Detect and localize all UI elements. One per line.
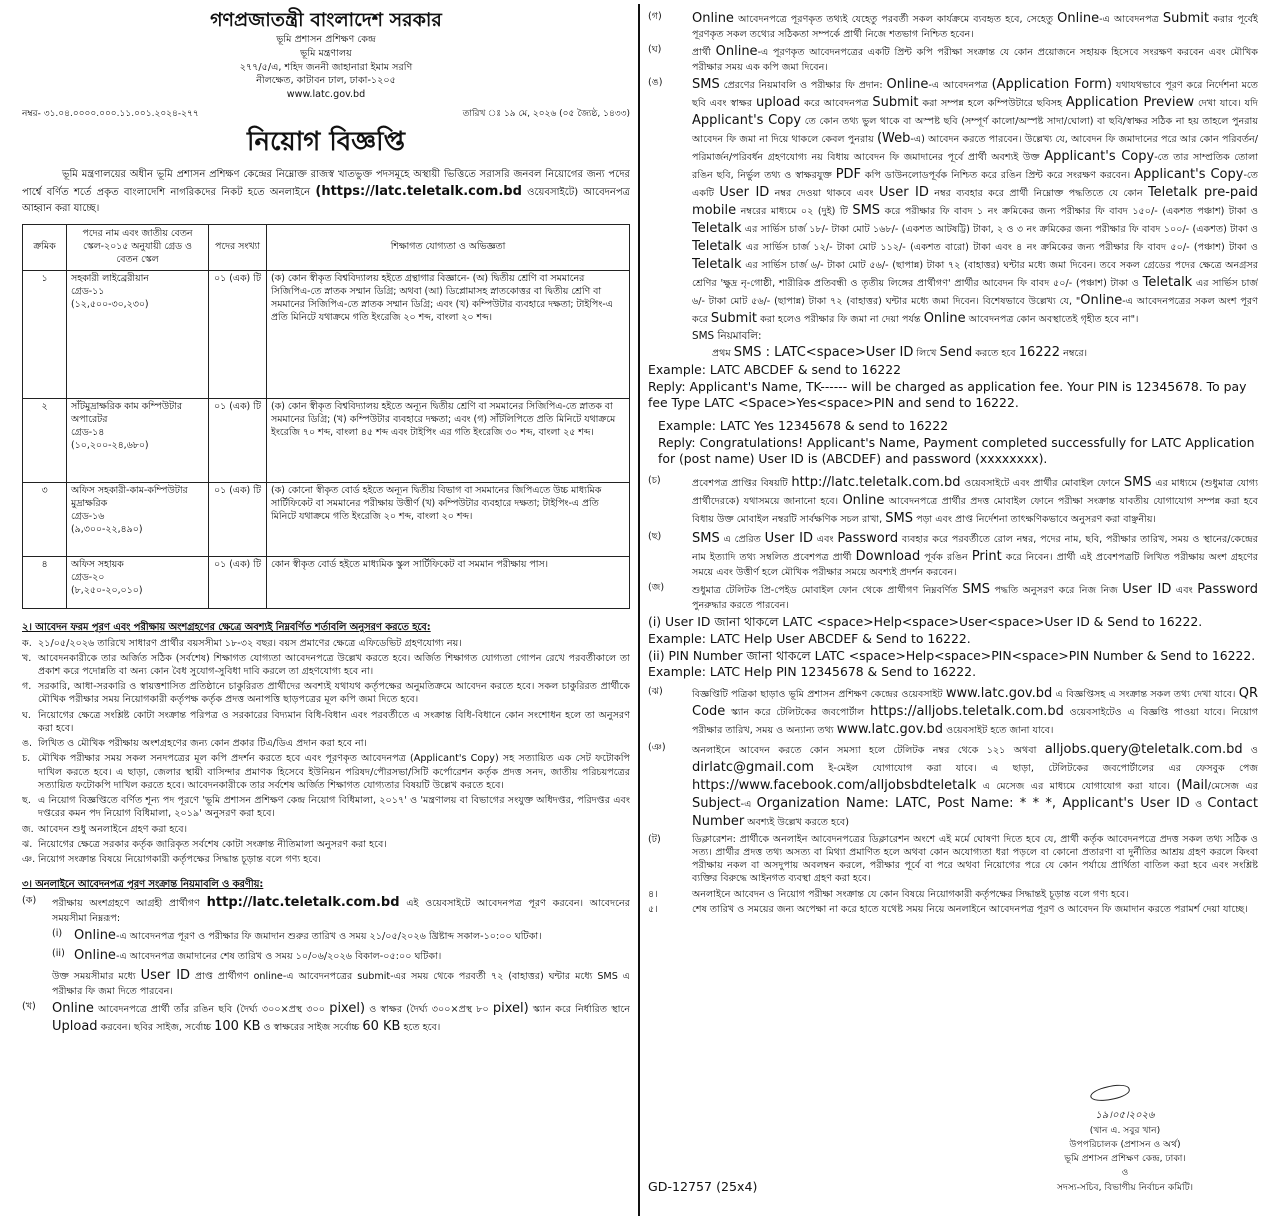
text-span: পদ্ধতি অনুসরণ করে নিজ নিজ <box>989 585 1123 597</box>
row-qualification: (ক) কোন স্বীকৃত বিশ্ববিদ্যালয় হইতে গ্রন্থাগার বিজ্ঞানে- (অ) দ্বিতীয় শ্রেণি বা সমমানের সিজিপিএ-তে স্নাতক সম্মান ডিগ্রি; অথবা (আ) ডিপ্লোমাসহ স্নাতকোত্তর বা দ্বিতীয় শ্রেণি বা সমমানের সিজিপিএ-তে স্নাতক সম্মান ডিগ্রি; এবং (খ) কম্পিউটার ব্যবহারে দক্ষতা; টাইপিং-এ প্রতি মিনিটে যথাক্রমে গতি ইংরেজি ২০ শব্দ, বাংলা ২০ শব্দ। <box>267 271 630 399</box>
post-scale: (১০,২০০-২৪,৬৮০) <box>71 439 149 451</box>
text-span: এর সার্ভিস চার্জ ৬/- টাকা মোট ৫৬/- (ছাপান্ন) টাকা ৭২ (বাহাত্তর) ঘন্টার মধ্যে জমা দিবেন। বিশেষভাবে উল্লেখ্য যে, " <box>692 277 1258 307</box>
text-span: কপি ডাউনলোডপূর্বক নিশ্চিত করে রঙিন প্রিন্ট করে সংরক্ষণ করবেন। <box>861 170 1135 182</box>
item-text <box>74 947 630 965</box>
col-serial: ক্রমিক <box>23 225 67 271</box>
list-item <box>52 947 630 965</box>
text-span: ও স্বাক্ষরের সাইজ সর্বোচ্চ <box>260 1021 363 1033</box>
text-span: এ মেসেজ এর মাধ্যমে যোগাযোগ করা যাবে। <box>976 780 1177 792</box>
text-span[interactable]: www.latc.gov.bd <box>836 722 944 738</box>
text-span: 16222 <box>1018 344 1061 360</box>
item-marker: ঝ. <box>22 838 33 850</box>
item-marker: (ঙ) <box>648 77 663 89</box>
text-span: -এ আবেদনপত্র জমাদানের শেষ তারিখ ও সময় ১০/০৬/২০২৬ বিকাল-০৫:০০ ঘটিকা। <box>115 950 442 962</box>
list-item <box>648 76 1258 327</box>
right-column <box>648 0 1258 1222</box>
item-text <box>52 967 630 998</box>
text-span: পরীক্ষায় অংশগ্রহণে আগ্রহী প্রার্থীগণ <box>52 897 207 909</box>
list-item <box>52 927 630 945</box>
text-span: User ID <box>719 184 770 200</box>
sms-heading: SMS নিয়মাবলি: <box>692 330 762 343</box>
list-item <box>22 652 630 678</box>
list-item <box>648 474 1258 528</box>
text-span: ওয়েবসাইট হতে জানা যাবে। <box>943 725 1054 737</box>
sms-reply-1: Reply: Applicant's Name, TK------ will be charged as application fee. Your PIN is 12345678. To pay fee Type LATC <Space>Yes<space>PIN and send to 16222. <box>648 378 1247 411</box>
text-span: Online <box>842 493 885 509</box>
item-text: সরকারি, আধা-সরকারি ও স্বায়ত্তশাসিত প্রতিষ্ঠানে চাকুরিরত প্রার্থীদের অবশ্যই যথাযথ কর্তৃপক্ষের অনুমতিক্রমে আবেদন করতে হবে। সকল চাকুরিরত প্রার্থীকে মৌখিক পরীক্ষার সময় নিয়োগকারী কর্তৃপক্ষ কর্তৃক প্রদত্ত অনাপত্তি ছাড়পত্রের মূল কপি জমা দিতে হবে। <box>38 681 630 706</box>
text-span: শুধুমাত্র টেলিটক প্রি-পেইড মোবাইল ফোন থেকে প্রার্থীগণ নিম্নবর্ণিত <box>692 585 963 597</box>
list-item <box>648 685 1258 739</box>
item-text: মৌখিক পরীক্ষার সময় সকল সনদপত্রের মূল কপি প্রদর্শন করতে হবে এবং পূরণকৃত আবেদনপত্র (Applicant's Copy) সহ সত্যায়িত এক সেট ফটোকপি দাখিল করতে হবে। এ ছাড়া, জেলার স্থায়ী বাসিন্দার প্রমাণক হিসেবে ইউনিয়ন পরিষদ/পৌরসভা/সিটি কর্পোরেশন কর্তৃক প্রদত্ত সনদ, জাতীয় পরিচয়পত্রের সত্যায়িত ফটোকপি দাখিল করতে হবে। আবেদনকারীকে তার সর্বশেষ অর্জিত শিক্ষাগত যোগ্যতার বিষয়টি উল্লেখ করতে হবে। <box>38 753 630 791</box>
list-item <box>22 752 630 792</box>
government-title: গণপ্রজাতন্ত্রী বাংলাদেশ সরকার <box>210 9 442 31</box>
row-qualification: কোন স্বীকৃত বোর্ড হইতে মাধ্যমিক স্কুল সার্টিফিকেট বা সমমান পরীক্ষায় পাস। <box>267 557 630 609</box>
text-span: Password <box>837 530 899 546</box>
text-span: প্রথম <box>712 347 734 359</box>
post-grade: গ্রেড-১১ <box>71 285 105 297</box>
text-span: Online <box>715 44 758 60</box>
col-qualification: শিক্ষাগত যোগ্যতা ও অভিজ্ঞতা <box>267 225 630 271</box>
item-marker: চ. <box>22 753 31 765</box>
row-serial: ১ <box>23 271 67 399</box>
text-span[interactable]: http://latc.teletalk.com.bd <box>791 475 961 491</box>
text-span: করা হলেও পরীক্ষার ফি জমা না দেয়া পর্যন্ত <box>757 313 924 325</box>
section-2-title: ২। আবেদন ফরম পূরণ এবং পরীক্ষায় অংশগ্রহণের ক্ষেত্রে অবশ্যই নিম্নবর্ণিত শর্তাবলি অনুসরণ করতে হবে: <box>22 622 431 633</box>
item-text: এ নিয়োগ বিজ্ঞপ্তিতে বর্ণিত শূন্য পদ পূরণে 'ভূমি প্রশাসন প্রশিক্ষণ কেন্দ্র নিয়োগ বিধিমালা, ২০১৭' ও 'মন্ত্রণালয় বা বিভাগের সংযুক্ত অধিদপ্তর, পরিদপ্তর এবং দপ্তরের কমন পদ নিয়োগ বিধিমালা, ২০১৯' অনুসরণ করা হবে। <box>38 795 630 820</box>
text-span: তে কোন তথ্য ভুল থাকে বা অস্পষ্ট ছবি (সম্পূর্ণ কালো/অস্পষ্ট সাদা/ঘোলা) বা ছবি/স্বাক্ষর সঠিক না হয় তাহলে পুনরায় আবেদন ফি জমা না দিয়ে থাকলে কেবল পুনরায় <box>692 116 1258 146</box>
row-serial: ২ <box>23 399 67 483</box>
item-marker: (ছ) <box>648 530 662 542</box>
text-span: করে আবেদনপত্র <box>800 98 873 110</box>
list-item <box>22 838 630 851</box>
table-row <box>23 271 630 399</box>
list-item <box>22 853 630 866</box>
text-span: করতে হবে <box>972 347 1019 359</box>
signatory-name: (খান এ. সবুর খান) <box>1089 1124 1161 1136</box>
text-span: SMS : LATC<space>User ID <box>733 344 914 360</box>
text-span: 60 KB <box>362 1018 401 1034</box>
item-text: আবেদনকারীকে তার অর্জিত সঠিক (সর্বশেষ) শিক্ষাগত যোগ্যতা আবেদনপত্রে উল্লেখ করতে হবে। অর্জিত শিক্ষাগত যোগ্যতা গোপন রেখে পরবর্তীকালে তা প্রকাশ করে পদোন্নতি বা অন্য কোন বৈধ সুযোগ-সুবিধা দাবি করলে তা গ্রহণযোগ্য হবে না। <box>38 652 630 677</box>
text-span: SMS <box>1123 475 1152 491</box>
text-span: SMS <box>885 511 914 527</box>
recovery-user-id: (i) User ID জানা থাকলে LATC <space>Help<space>User<space>User ID & Send to 16222. <box>648 614 1203 630</box>
text-span: User ID <box>140 967 191 983</box>
post-scale: (৮,২৫০-২০,০১০) <box>71 584 143 596</box>
text-span: Online <box>74 947 116 963</box>
text-span: আবেদনপত্রে প্রার্থীর প্রদত্ত মোবাইল ফোনে পরীক্ষা সংক্রান্ত যাবতীয় যোগাযোগ সম্পন্ন করা হবে বিধায় উক্ত মোবাইল নম্বরটি সার্বক্ষণিক সচল রাখা, <box>692 496 1258 526</box>
row-serial: ৩ <box>23 483 67 557</box>
text-span: নম্বর দেওয়া থাকবে এবং <box>769 187 879 199</box>
item-text: নিয়োগের ক্ষেত্রে সরকার কর্তৃক জারিকৃত সর্বশেষ কোটা সংক্রান্ত নীতিমালা অনুসরণ করা হবে। <box>38 838 387 850</box>
text-span: Online <box>74 927 116 943</box>
text-span: অনলাইনে আবেদন করতে কোন সমস্যা হলে টেলিটক নম্বর থেকে ১২১ অথবা <box>692 745 1045 757</box>
text-span: (Application Form) <box>991 77 1113 93</box>
text-span: এবং <box>1171 585 1198 597</box>
text-span: স্ক্যান করে নির্ধারিত স্থানে <box>528 1004 630 1015</box>
website[interactable]: www.latc.gov.bd <box>286 89 366 101</box>
table-row <box>23 483 630 557</box>
list-item <box>22 894 630 925</box>
text-span: upload <box>755 95 801 111</box>
item-marker: জ. <box>22 823 34 835</box>
text-span: Online <box>923 310 966 326</box>
table-header-row <box>23 225 630 271</box>
post-grade: গ্রেড-১৪ <box>71 426 105 438</box>
item-marker: (খ) <box>22 1001 36 1012</box>
row-post <box>67 483 209 557</box>
list-item <box>22 737 630 750</box>
text-span: করা সম্পন্ন হলে কম্পিউটারে ছবিসহ <box>918 98 1066 110</box>
text-span: Application Preview <box>1065 95 1195 111</box>
text-span: ওয়েবসাইটে এবং প্রার্থীর মোবাইল ফোনে <box>960 478 1124 490</box>
text-span: বিজ্ঞপ্তিটি পত্রিকা ছাড়াও ভূমি প্রশাসন প্রশিক্ষণ কেন্দ্রের ওয়েবসাইট <box>692 689 946 701</box>
text-span: এর সার্ভিস চার্জ ৬/- টাকা মোট ৫৬/- (ছাপান্ন) টাকা ৭২ (বাহাত্তর) ঘন্টার মধ্যে জমা দিবেন। তবে সকল গ্রেডের পদের ক্ষেত্রে অনগ্রসর শ্রেণির 'ক্ষুদ্র নৃ-গোষ্ঠী, শারীরিক প্রতিবন্ধী ও তৃতীয় লিঙ্গের প্রার্থীগণ' প্রার্থীর আবেদন ফি বাবদ ৫০/- (পঞ্চাশ) টাকা ও <box>692 259 1258 289</box>
intro-link[interactable]: (https://latc.teletalk.com.bd <box>315 183 522 199</box>
row-count: ০১ (এক) টি <box>209 557 267 609</box>
intro-tail: ওয়েবসাইটে) আবেদনপত্র আহ্বান করা যাচ্ছে। <box>22 186 630 214</box>
text-span: (Web <box>876 131 911 147</box>
item-marker: (ক) <box>22 894 37 906</box>
sms-first <box>712 344 1258 362</box>
signatory-office: ভূমি প্রশাসন প্রশিক্ষণ কেন্দ্র, ঢাকা। <box>1064 1153 1186 1164</box>
text-span: প্রাপ্ত প্রার্থীগণ online-এ আবেদনপত্রের submit-এর সময় থেকে পরবর্তী ৭২ (বাহাত্তর) ঘন্টার মধ্যে SMS এ পরীক্ষার ফি জমা দিতে পারবেন। <box>52 970 630 997</box>
text-span[interactable]: dirlatc@gmail.com <box>692 759 815 775</box>
text-span: Submit <box>1162 11 1209 26</box>
text-span: Teletalk pre-paid mobile <box>692 184 1258 218</box>
item-text <box>74 927 630 945</box>
text-span: QR Code <box>692 686 1258 720</box>
post-name: সাঁটমুদ্রাক্ষরিক কাম কম্পিউটার অপারেটর <box>71 401 182 425</box>
text-span: উক্ত সময়সীমার মধ্যে <box>52 970 141 982</box>
text-span: -এ) আবেদন করতে পারবেন। উল্লেখ্য যে, আবেদন ফি জমাদানের পরে আর কোন পরিবর্তন/পরিমার্জন/পরিবর্ধন গ্রহণযোগ্য নয় বিধায় আবেদন ফি জমাদানের পূর্বে প্রার্থী অবশ্যই উক্ত <box>692 134 1258 164</box>
text-span: User ID <box>1122 582 1172 598</box>
item-marker: ৪। <box>648 888 658 900</box>
text-span: Online <box>52 1001 94 1016</box>
item-text: নিয়োগের ক্ষেত্রে সংশ্লিষ্ট কোটা সংক্রান্ত পরিপত্র ও সরকারের বিদ্যমান বিধি-বিধান এবং পরবর্তীতে এ সংক্রান্ত বিধি-বিধানে কোন সংশোধন হলে তা অনুসরণ করা হবে। <box>38 709 630 734</box>
text-span: করে পরীক্ষার ফি বাবদ ১ নং ক্রমিকের জন্য পরীক্ষার ফি বাবদ ১৫০/- (একশত পঞ্চাশ) টাকা ও <box>880 205 1258 217</box>
sms-example-2: Example: LATC Yes 12345678 & send to 16222 <box>658 417 949 433</box>
address-line-1: ২৭৭/৫/এ, শহিদ জননী জাহানারা ইমাম সরণি <box>239 61 413 73</box>
row-qualification: (ক) কোনো স্বীকৃত বোর্ড হইতে অন্যূন দ্বিতীয় বিভাগ বা সমমানের জিপিএতে উচ্চ মাধ্যমিক সার্টিফিকেট বা সমমানের পরীক্ষায় উত্তীর্ণ (খ) কম্পিউটার ব্যবহারে দক্ষতা; টাইপিং-এ প্রতি মিনিটে যথাক্রমে গতি ইংরেজি ২০ শব্দ, বাংলা ২০ শব্দ। <box>267 483 630 557</box>
recovery-pin: (ii) PIN Number জানা থাকলে LATC <space>Help<space>PIN<space>PIN Number & Send to 16222. <box>648 647 1256 663</box>
intro-paragraph <box>22 167 630 217</box>
section-3-title: ৩। অনলাইনে আবেদনপত্র পূরণ সংক্রান্ত নিয়মাবলি ও করণীয়: <box>22 879 264 891</box>
text-span: User ID <box>764 530 814 546</box>
sms-reply-2: Reply: Congratulations! Applicant's Name, Payment completed successfully for LATC Application for (post name) User ID is (ABCDEF) and password (xxxxxxxx). <box>658 434 1255 467</box>
post-scale: (৯,৩০০-২২,৪৯০) <box>71 523 143 535</box>
item-marker: (ট) <box>648 833 661 845</box>
list-item <box>648 833 1258 886</box>
row-count: ০১ (এক) টি <box>209 399 267 483</box>
text-span: Applicant's Copy <box>1044 149 1155 165</box>
notice-date: তারিখ ঃ ১৯ মে, ২০২৬ (০৫ জ্যৈষ্ঠ, ১৪৩৩) <box>462 109 630 120</box>
item-text: ২১/০৫/২০২৬ তারিখে সাধারণ প্রার্থীর বয়সসীমা ১৮-৩২ বছর। বয়স প্রমাণের ক্ষেত্রে এফিডেভিট গ্রহণযোগ্য নয়। <box>38 637 462 649</box>
text-span[interactable]: https://alljobs.teletalk.com.bd <box>869 704 1064 720</box>
item-text: অনলাইনে আবেদন ও নিয়োগ পরীক্ষা সংক্রান্ত যে কোন বিষয়ে নিয়োগকারী কর্তৃপক্ষের সিদ্ধান্তই চূড়ান্ত বলে গণ্য হবে। <box>692 888 1129 900</box>
list-item <box>22 794 630 820</box>
item-marker: (জ) <box>648 582 665 594</box>
recovery-example-1: Example: LATC Help User ABCDEF & Send to 16222. <box>648 631 971 646</box>
list-item <box>648 10 1258 41</box>
item-marker: ঞ. <box>22 854 36 866</box>
text-span: Password <box>1197 582 1258 598</box>
list-item <box>648 43 1258 74</box>
page-title: নিয়োগ বিজ্ঞপ্তি <box>247 126 405 157</box>
item-text <box>692 741 1258 831</box>
address-line-2: নীলক্ষেত, কাটাবন ঢাল, ঢাকা-১২০৫ <box>256 75 396 87</box>
item-text <box>52 1000 630 1036</box>
text-span: Applicant's Copy <box>692 113 802 129</box>
item-marker: (ঝ) <box>648 686 663 698</box>
text-span: ওয়েবসাইটেও এ বিজ্ঞপ্তি পাওয়া যাবে। নিয়োগ পরীক্ষার তারিখ, সময় ও অন্যান্য তথ্য <box>692 707 1258 737</box>
signature-icon <box>1010 1084 1240 1108</box>
text-span: -এ আবেদনপত্র <box>1099 14 1163 25</box>
text-span: প্রার্থী <box>692 47 716 59</box>
text-span: pixel) <box>329 1001 366 1016</box>
text-span: Teletalk <box>692 256 742 272</box>
list-item <box>648 581 1258 612</box>
posts-table <box>22 224 630 609</box>
post-scale: (১২,৫০০-৩০,২৩০) <box>71 298 149 310</box>
item-marker: গ. <box>22 681 32 693</box>
office-name: ভূমি প্রশাসন প্রশিক্ষণ কেন্দ্র <box>276 33 376 45</box>
text-span: Print <box>971 548 1002 564</box>
text-span: -এ আবেদনপত্র পূরণ ও পরীক্ষার ফি জমাদান শুরুর তারিখ ও সময় ২১/০৫/২০২৬ খ্রিষ্টাব্দ সকাল-১০:০০ ঘটিকা। <box>115 930 542 942</box>
section-2-list <box>22 637 630 867</box>
item-marker: খ. <box>22 652 32 664</box>
ministry-name: ভূমি মন্ত্রণালয় <box>300 47 352 59</box>
text-span: নম্বরের মাধ্যমে ০২ (দুই) টি <box>736 205 853 217</box>
table-row <box>23 399 630 483</box>
text-span: /মেসেজ এর <box>1207 780 1258 792</box>
list-item <box>648 903 1258 916</box>
text-span: স্ক্যান করে টেলিটকের জবপোর্টাল <box>725 707 870 719</box>
row-post <box>67 399 209 483</box>
text-span: এই ওয়েবসাইটে আবেদনপত্র পূরণ করবেন। আবেদনের সময়সীমা নিম্নরূপ: <box>52 897 630 924</box>
text-span: Contact Number <box>692 795 1258 829</box>
text-span: প্রবেশপত্র প্রাপ্তির বিষয়টি <box>692 478 792 490</box>
row-qualification: (ক) কোন স্বীকৃত বিশ্ববিদ্যালয় হইতে অন্যূন দ্বিতীয় শ্রেণি বা সমমানের সিজিপিএ-তে স্নাতক বা সমমানের ডিগ্রি; (খ) কম্পিউটার ব্যবহারে দক্ষতা; এবং (গ) সাঁটলিপিতে প্রতি মিনিটে যথাক্রমে ইংরেজি ৭০ শব্দ, বাংলা ৪৫ শব্দ এবং টাইপিং এর গতি ইংরেজি ৩০ শব্দ, বাংলা ২৫ শব্দ। <box>267 399 630 483</box>
text-span: পূর্বক রঙিন <box>920 551 972 563</box>
post-grade: গ্রেড-১৬ <box>71 510 105 522</box>
text-span: Subject <box>692 795 741 811</box>
text-span: আবেদনপত্রে প্রার্থী তাঁর রঙিন ছবি (দৈর্ঘ্য ৩০০×প্রস্থ ৩০০ <box>93 1004 330 1015</box>
item-text <box>692 76 1258 327</box>
text-span: -তে তার সাম্প্রতিক তোলা রঙিন ছবি, নির্ভুল তথ্য ও স্বাক্ষরযুক্ত <box>692 152 1258 182</box>
signatory-designation: উপপরিচালক (প্রশাসন ও অর্থ) <box>1069 1138 1181 1150</box>
signatory-and: ও <box>1121 1167 1129 1179</box>
text-span: এর সার্ভিস চার্জ ১২/- টাকা মোট ১১২/- (একশত বারো) টাকা এবং ৪ নং ক্রমিকের জন্য পরীক্ষার ফি বাবদ ৫০/- (পঞ্চাশ) টাকা ও <box>741 241 1258 253</box>
signature-block <box>1010 1084 1240 1195</box>
list-item <box>22 709 630 735</box>
intro-text: ভূমি মন্ত্রণালয়ের অধীন ভূমি প্রশাসন প্রশিক্ষণ কেন্দ্রের নিম্নোক্ত রাজস্ব খাতভুক্ত পদসমূহে অস্থায়ী ভিত্তিতে সরাসরি জনবল নিয়োগের জন্য পদের পার্শ্বে বর্ণিত শর্তে প্রকৃত বাংলাদেশি নাগরিকদের নিকট হতে অনলাইনে <box>22 168 630 198</box>
table-row <box>23 557 630 609</box>
column-divider <box>638 4 640 1216</box>
text-span: করে নিবেন। প্রার্থী এই প্রবেশপত্রটি লিখিত পরীক্ষায় অংশ গ্রহণের সময়ে এবং উত্তীর্ণ হলে মৌখিক পরীক্ষার সময়ে অবশ্যই প্রদর্শন করবেন। <box>692 551 1258 578</box>
list-item <box>52 967 630 998</box>
item-marker: (চ) <box>648 475 661 487</box>
item-text <box>692 43 1258 74</box>
text-span: নম্বরে। <box>1060 347 1088 359</box>
item-marker: ঙ. <box>22 738 33 750</box>
text-span: SMS <box>692 77 720 93</box>
text-span: User ID <box>878 184 929 200</box>
text-span: হতে হবে। <box>400 1021 441 1033</box>
text-span: নম্বর ব্যবহার করে প্রার্থী নিম্নোক্ত পদ্ধতিতে যে কোন <box>928 187 1148 199</box>
row-serial: ৪ <box>23 557 67 609</box>
text-span: Applicant's Copy <box>1134 167 1244 183</box>
item-text <box>692 530 1258 579</box>
item-marker: (ii) <box>52 947 65 959</box>
gd-number: GD-12757 (25x4) <box>648 1179 758 1194</box>
text-span: SMS <box>692 530 720 546</box>
item-text <box>692 581 1258 612</box>
item-text <box>52 894 630 925</box>
reference-row <box>22 108 630 120</box>
item-marker: ছ. <box>22 795 31 807</box>
text-span: SMS <box>852 202 881 218</box>
text-span: প্রেরণের নিয়মাবলি ও পরীক্ষার ফি প্রদান: <box>719 80 887 92</box>
text-span: Online <box>1080 292 1123 308</box>
left-column <box>22 0 630 1222</box>
text-span: দেখা যাবে। যদি <box>1194 98 1258 110</box>
row-post <box>67 557 209 609</box>
text-span: পড়া এবং প্রাপ্ত নির্দেশনা তাৎক্ষণিকভাবে অনুসরণ করা বাঞ্ছনীয়। <box>913 514 1156 526</box>
text-span: এ বিজ্ঞপ্তিসহ এ সংক্রান্ত সকল তথ্য দেখা যাবে। <box>1052 689 1239 701</box>
text-span: 100 KB <box>214 1018 261 1034</box>
text-span: SMS <box>962 582 990 598</box>
text-span: Online <box>886 77 929 93</box>
text-span: Online <box>692 11 734 26</box>
item-marker: (ঘ) <box>648 44 662 56</box>
text-span: এবং <box>813 533 838 545</box>
row-count: ০১ (এক) টি <box>209 271 267 399</box>
text-span: Teletalk <box>1142 274 1193 290</box>
text-span: (Mail <box>1176 777 1208 793</box>
text-span: এর মাধ্যমে (শুধুমাত্র যোগ্য প্রার্থীদেরকে) যথাসময়ে জানানো হবে। <box>692 478 1258 508</box>
list-item <box>22 823 630 836</box>
list-item <box>648 530 1258 579</box>
text-span: ও <box>1189 798 1208 810</box>
list-item <box>22 680 630 706</box>
post-grade: গ্রেড-২০ <box>71 571 105 583</box>
letterhead <box>22 8 630 102</box>
post-name: সহকারী লাইব্রেরীয়ান <box>71 273 149 284</box>
text-span: পুনরুদ্ধার করতে পারবেন। <box>692 600 789 612</box>
text-span: -এ <box>740 798 757 810</box>
memo-number: নম্বর- ৩১.০৪.০০০০.০০০.১১.০০১.২০২৪-২৭৭ <box>22 109 199 120</box>
list-item <box>648 741 1258 831</box>
list-item <box>648 888 1258 901</box>
text-span: ও স্বাক্ষর (দৈর্ঘ্য ৩০০×প্রস্থ ৮০ <box>365 1004 493 1015</box>
text-span: -এ আবেদনপত্রের সকল অংশ পূরণ করে <box>692 295 1258 325</box>
list-item <box>22 1000 630 1036</box>
signature-date: ১৯।০৫।২০২৬ <box>1095 1110 1155 1121</box>
text-span: ই-মেইল যোগাযোগ করা যাবে। এ ছাড়া, টেলিটকের জবপোর্টালের এর ফেসবুক পেজ <box>814 762 1258 774</box>
text-span: ও <box>1242 745 1258 757</box>
item-text: লিখিত ও মৌখিক পরীক্ষায় অংশগ্রহণের জন্য কোন প্রকার টিএ/ডিএ প্রদান করা হবে না। <box>38 738 367 750</box>
text-span: আবেদনপত্র কোন অবস্থাতেই গৃহীত হবে না"। <box>965 313 1139 325</box>
text-span: আবেদনপত্রে পূরণকৃত তথ্যই যেহেতু পরবর্তী সকল কার্যক্রমে ব্যবহৃত হবে, সেহেতু <box>733 14 1058 25</box>
item-text <box>692 10 1258 41</box>
text-span: Submit <box>872 95 919 111</box>
col-post: পদের নাম এবং জাতীয় বেতন স্কেল-২০১৫ অনুযায়ী গ্রেড ও বেতন স্কেল <box>67 225 209 271</box>
text-span: Organization Name: LATC, Post Name: * * *, Applicant's User ID <box>756 795 1190 811</box>
item-marker: ৫। <box>648 903 658 915</box>
text-span: যথাযথভাবে পূরণ করে নির্দেশনা মতে ছবি এবং স্বাক্ষর <box>692 80 1258 110</box>
recovery-example-2: Example: LATC Help PIN 12345678 & Send to 16222. <box>648 664 977 680</box>
text-span: করার পূর্বেই পূরণকৃত সকল তথ্যের সঠিকতা সম্পর্কে প্রার্থী নিজে শতভাগ নিশ্চিত হবেন। <box>692 14 1258 40</box>
post-name: অফিস সহকারী-কাম-কম্পিউটার মুদ্রাক্ষরিক <box>71 485 188 509</box>
item-marker: ঘ. <box>22 709 31 721</box>
row-post <box>67 271 209 399</box>
text-span: এর সার্ভিস চার্জ ১৮/- টাকা মোট ১৬৮/- (একশত আটষট্টি) টাকা, ২ ও ৩ নং ক্রমিকের জন্য পরীক্ষার ফি বাবদ ১০০/- (একশত) টাকা ও <box>741 223 1258 235</box>
post-name: অফিস সহায়ক <box>71 559 124 570</box>
text-span: -তে একটি <box>692 170 1258 199</box>
item-marker: (ঞ) <box>648 742 666 754</box>
item-text: শেষ তারিখ ও সময়ের জন্য অপেক্ষা না করে হাতে যথেষ্ট সময় নিয়ে অনলাইনে আবেদনপত্র পূরণ ও আবেদন ফি জমাদান করতে পরামর্শ দেয়া যাচ্ছে। <box>692 903 1248 915</box>
item-text: আবেদন শুধু অনলাইনে গ্রহণ করা হবে। <box>38 823 188 835</box>
text-span[interactable]: https://www.facebook.com/alljobsbdteletalk <box>692 777 977 793</box>
item-text <box>692 474 1258 528</box>
item-text: নিয়োগ সংক্রান্ত বিষয়ে নিয়োগকারী কর্তৃপক্ষের সিদ্ধান্ত চূড়ান্ত বলে গণ্য হবে। <box>38 854 321 866</box>
text-span: -এ আবেদনপত্র <box>928 80 992 92</box>
sms-example-1: Example: LATC ABCDEF & send to 16222 <box>648 361 901 377</box>
text-span: Teletalk <box>692 238 742 254</box>
text-span: pixel) <box>492 1001 529 1016</box>
item-marker: (i) <box>52 927 63 939</box>
text-span[interactable]: www.latc.gov.bd <box>945 686 1053 702</box>
item-marker: ক. <box>22 637 32 649</box>
item-text <box>692 685 1258 739</box>
item-marker: (গ) <box>648 11 662 22</box>
text-span: PDF <box>835 167 862 183</box>
text-span: এ প্রেরিত <box>719 533 765 545</box>
text-span[interactable]: alljobs.query@teletalk.com.bd <box>1044 742 1243 758</box>
text-span: অবশ্যই উল্লেখ করতে হবে) <box>744 816 850 828</box>
text-span: Upload <box>52 1018 98 1034</box>
text-span: -এ পূরণকৃত আবেদনপত্রের একটি প্রিন্ট কপি পরীক্ষা সংক্রান্ত যে কোন প্রয়োজনে সহায়ক হিসেবে সংরক্ষণ করবেন এবং মৌখিক পরীক্ষার সময় এক কপি জমা দিবেন। <box>692 47 1258 74</box>
sms-instructions <box>692 329 1258 361</box>
col-count: পদের সংখ্যা <box>209 225 267 271</box>
application-url[interactable]: http://latc.teletalk.com.bd <box>206 894 400 910</box>
text-span: Submit <box>710 310 758 326</box>
item-text: ডিক্লারেশন: প্রার্থীকে অনলাইন আবেদনপত্রের ডিক্লারেশন অংশে এই মর্মে ঘোষণা দিতে হবে যে, প্রার্থী কর্তৃক আবেদনপত্রে প্রদত্ত সকল তথ্য সঠিক ও সত্য। প্রার্থীর প্রদত্ত তথ্য অসত্য বা মিথ্যা প্রমাণিত হলে অথবা কোন অযোগ্যতা ধরা পড়লে বা কোনো প্রতারণা বা দুর্নীতির আশ্রয় গ্রহণ করলে কিংবা পরীক্ষায় নকল বা অসদুপায় অবলম্বন করলে, পরীক্ষার পূর্বে বা পরে অথবা নিয়োগের পরে যে কোন পর্যায়ে প্রার্থিতা বাতিল করা হবে এবং সংশ্লিষ্ট ব্যক্তির বিরুদ্ধে আইনগত ব্যবস্থা গ্রহণ করা হবে। <box>692 833 1258 885</box>
row-count: ০১ (এক) টি <box>209 483 267 557</box>
text-span: Download <box>855 548 921 564</box>
list-item <box>22 637 630 650</box>
signatory-committee: সদস্য-সচিব, বিভাগীয় নির্বাচন কমিটি। <box>1056 1181 1194 1193</box>
text-span: ব্যবহার করে পরবর্তীতে রোল নম্বর, পদের নাম, ছবি, পরীক্ষার তারিখ, সময় ও স্থানের/কেন্দ্রের নাম ইত্যাদি তথ্য সম্বলিত প্রবেশপত্র প্রার্থী <box>692 533 1258 563</box>
text-span: Online <box>1057 11 1100 26</box>
text-span: লিখে <box>913 347 940 359</box>
text-span: Send <box>939 344 973 360</box>
text-span: Teletalk <box>692 220 742 236</box>
text-span: করবেন। ছবির সাইজ, সর্বোচ্চ <box>97 1021 215 1033</box>
